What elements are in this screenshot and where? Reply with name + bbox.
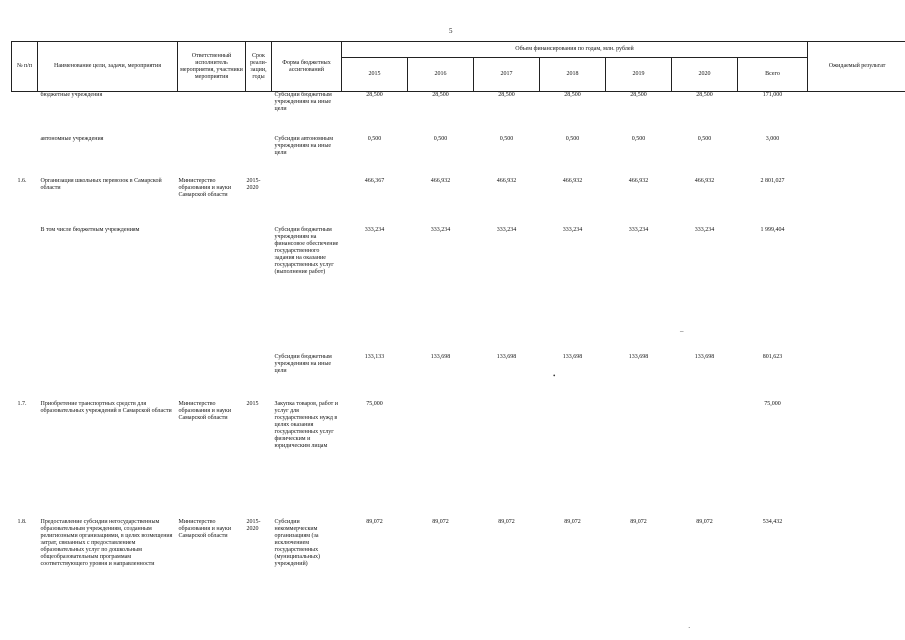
header-year: 2019 [606,58,672,92]
row-value: 75,000 [366,400,383,407]
row-responsible: Министерство образования и науки Самарской области [178,518,232,539]
row-num: 1.6. [17,177,27,184]
row-term: 2015 [246,400,259,407]
row-value: 89,072 [696,518,713,525]
row-name: бюджетные учреждения [40,92,103,98]
scan-speck: • [553,372,556,380]
row-total: 534,432 [762,518,783,525]
table-row [12,227,905,354]
row-value: 466,367 [364,177,385,184]
page-number: 5 [449,27,453,35]
table-row [12,354,905,401]
row-value: 133,133 [364,353,385,360]
row-total: 75,000 [764,400,781,407]
row-form [272,178,342,227]
row-total: 1 999,404 [760,226,785,233]
row-value: 466,932 [430,177,451,184]
row-responsible: Министерство образования и науки Самарской области [178,400,232,421]
row-result [808,92,905,136]
header-name: Наименование цели, задачи, мероприятия [38,42,178,92]
row-form: Субсидии некоммерческим организациям (за исключением государственных (муниципальных) учреждений) [274,518,321,567]
table-row [12,136,905,178]
row-value [540,401,606,519]
row-value: 466,932 [562,177,583,184]
row-num [12,227,38,354]
row-value: 133,698 [496,353,517,360]
header-funding: Объем финансирования по годам, млн. рублей [342,42,808,58]
row-value: 28,500 [498,92,515,98]
row-responsible [178,136,246,178]
row-value [672,401,738,519]
row-total: 3,000 [765,135,780,142]
row-num [12,92,38,136]
row-value [474,401,540,519]
row-term: 2015- 2020 [246,177,261,191]
row-value: 0,500 [631,135,646,142]
row-term [246,136,272,178]
row-responsible [178,227,246,354]
row-num: 1.8. [17,518,27,525]
row-form: Субсидии бюджетным учреждениям на иные цели [274,92,332,112]
header-form: Форма бюджетных ассигнований [272,42,342,92]
row-value: 28,500 [432,92,449,98]
row-value: 0,500 [433,135,448,142]
row-value: 333,234 [430,226,451,233]
row-name: В том числе бюджетным учреждениям [40,226,140,233]
row-value [606,401,672,519]
row-value: 333,234 [562,226,583,233]
row-name [38,354,178,401]
table-row [12,519,905,619]
row-result [808,178,905,227]
row-value: 28,500 [366,92,383,98]
row-form: Субсидии бюджетным учреждениям на иные цели [274,353,332,374]
row-value: 333,234 [496,226,517,233]
row-form: Субсидии автономным учреждениям на иные цели [274,135,333,156]
row-value [408,401,474,519]
table-row [12,401,905,519]
row-value: 0,500 [697,135,712,142]
row-value: 89,072 [564,518,581,525]
row-value: 133,698 [430,353,451,360]
header-year: 2017 [474,58,540,92]
row-num [12,354,38,401]
scan-speck: – [680,327,684,335]
row-total: 801,623 [762,353,783,360]
row-total: 2 801,027 [760,177,785,184]
row-num [12,136,38,178]
row-value: 333,234 [694,226,715,233]
row-value: 89,072 [498,518,515,525]
header-year: 2020 [672,58,738,92]
row-term [246,227,272,354]
row-value: 333,234 [628,226,649,233]
row-result [808,136,905,178]
row-name: Предоставление субсидии негосударственным образовательным учреждениям, созданным религиозными организациями, в целях возмещения затрат, связанных с предоставлением образовательных услуг по дошкольным общеобразовательным программам соответствующего уровня и направленности [40,518,173,567]
row-value: 89,072 [630,518,647,525]
row-value: 28,500 [630,92,647,98]
row-value: 28,500 [564,92,581,98]
row-value: 0,500 [367,135,382,142]
row-value: 133,698 [628,353,649,360]
header-year: 2018 [540,58,606,92]
row-form: Субсидии бюджетным учреждениям на финансовое обеспечение государственного задания на оказание государственных услуг (выполнение работ) [274,226,339,275]
row-term [246,92,272,136]
row-value: 466,932 [628,177,649,184]
row-term [246,354,272,401]
row-name: Приобретение транспортных средств для образовательных учреждений в Самарской области [40,400,172,414]
header-term: Срок реали- зации, годы [246,42,272,92]
row-value: 133,698 [562,353,583,360]
row-term: 2015- 2020 [246,518,261,532]
row-name: Организация школьных перевозок в Самарской области [40,177,162,191]
row-value: 89,072 [366,518,383,525]
scan-speck: · [688,624,691,632]
row-value: 466,932 [496,177,517,184]
row-responsible: Министерство образования и науки Самарской области [178,177,232,198]
row-value: 0,500 [499,135,514,142]
row-value: 89,072 [432,518,449,525]
row-responsible [178,354,246,401]
row-result [808,519,905,619]
row-value: 466,932 [694,177,715,184]
row-result [808,354,905,401]
row-result [808,401,905,519]
header-year: 2016 [408,58,474,92]
row-result [808,227,905,354]
row-total: 171,000 [762,92,783,98]
funding-table [11,41,905,619]
header-result: Ожидаемый результат [808,42,905,92]
row-value: 0,500 [565,135,580,142]
row-num: 1.7. [17,400,27,407]
header-total: Всего [738,58,808,92]
row-form: Закупка товаров, работ и услуг для государственных нужд в целях оказания государственных услуг физическим и юридическим лицам [274,400,338,449]
row-value: 28,500 [696,92,713,98]
table-row [12,92,905,136]
header-responsible: Ответственный исполнитель мероприятия, участники мероприятия [178,42,246,92]
table-row [12,178,905,227]
row-value: 133,698 [694,353,715,360]
header-num: № п/п [12,42,38,92]
header-year: 2015 [342,58,408,92]
row-responsible [178,92,246,136]
row-name: автономные учреждения [40,135,104,142]
row-value: 333,234 [364,226,385,233]
